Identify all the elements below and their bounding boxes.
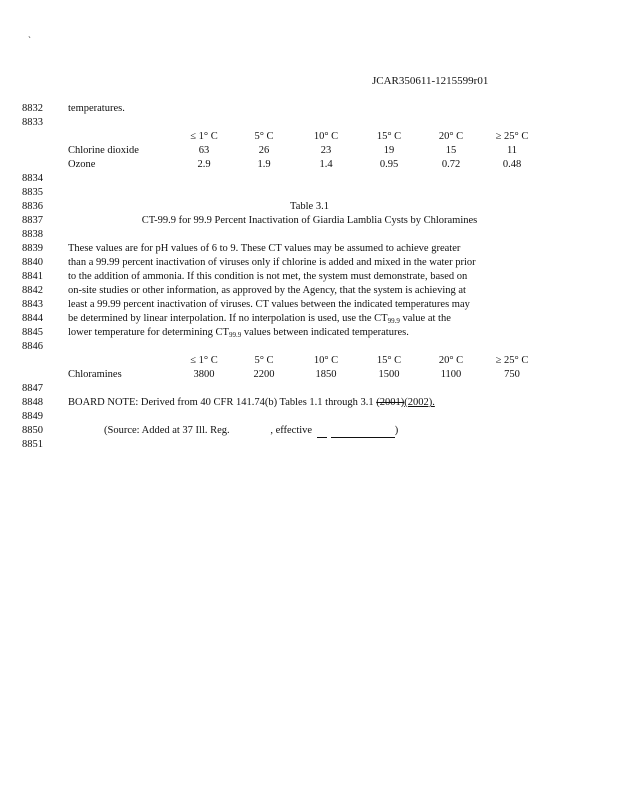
column-header: 20° C bbox=[438, 131, 464, 142]
document-id: JCAR350611-1215599r01 bbox=[372, 75, 489, 87]
subscript: 99.9 bbox=[228, 331, 242, 339]
column-header: 5° C bbox=[254, 355, 274, 366]
line-number: 8842 bbox=[22, 285, 43, 296]
column-header: 15° C bbox=[376, 131, 402, 142]
table-cell: 1850 bbox=[315, 369, 337, 380]
source-line bbox=[104, 424, 398, 438]
table-cell: 1.4 bbox=[319, 159, 333, 170]
top-text: temperatures. bbox=[68, 103, 125, 114]
line-number: 8851 bbox=[22, 439, 43, 450]
line-number: 8848 bbox=[22, 397, 43, 408]
line-number: 8834 bbox=[22, 173, 43, 184]
paragraph-line bbox=[68, 312, 451, 325]
source-text: , effective bbox=[270, 425, 315, 436]
table-cell: 2200 bbox=[253, 369, 275, 380]
column-header: 15° C bbox=[376, 355, 402, 366]
subscript: 99.9 bbox=[387, 317, 400, 325]
line-number: 8846 bbox=[22, 341, 43, 352]
line-number: 8835 bbox=[22, 187, 43, 198]
table-cell: 1100 bbox=[440, 369, 462, 380]
table-cell: 0.95 bbox=[379, 159, 399, 170]
line-number: 8832 bbox=[22, 103, 43, 114]
line-number: 8844 bbox=[22, 313, 43, 324]
line-number: 8843 bbox=[22, 299, 43, 310]
struck-text: (2001) bbox=[376, 397, 405, 408]
column-header: ≥ 25° C bbox=[495, 355, 529, 366]
row-label: Chloramines bbox=[68, 369, 122, 380]
column-header: 10° C bbox=[313, 355, 339, 366]
corner-mark: ` bbox=[28, 35, 31, 45]
source-text: (Source: Added at 37 Ill. Reg. bbox=[104, 425, 233, 436]
line-number: 8841 bbox=[22, 271, 43, 282]
line-number: 8847 bbox=[22, 383, 43, 394]
table-cell: 63 bbox=[198, 145, 210, 156]
table-cell: 15 bbox=[445, 145, 457, 156]
table-cell: 11 bbox=[506, 145, 518, 156]
table-cell: 26 bbox=[258, 145, 270, 156]
line-number: 8845 bbox=[22, 327, 43, 338]
paragraph-text: be determined by linear interpolation. If no interpolation is used, use the CT bbox=[68, 313, 388, 324]
paragraph-line: on-site studies or other information, as approved by the Agency, that the system is achieving at bbox=[68, 285, 466, 296]
row-label: Ozone bbox=[68, 159, 96, 170]
paragraph-text: values between indicated temperatures. bbox=[241, 327, 409, 338]
table-cell: 1.9 bbox=[257, 159, 271, 170]
column-header: 5° C bbox=[254, 131, 274, 142]
paragraph-line bbox=[68, 326, 409, 339]
column-header: 10° C bbox=[313, 131, 339, 142]
line-number: 8850 bbox=[22, 425, 43, 436]
column-header: ≥ 25° C bbox=[495, 131, 529, 142]
paragraph-line: than a 99.99 percent inactivation of viruses only if chlorine is added and mixed in the water prior bbox=[68, 257, 476, 268]
line-number: 8836 bbox=[22, 201, 43, 212]
source-text: ) bbox=[394, 425, 399, 436]
line-number: 8839 bbox=[22, 243, 43, 254]
line-number: 8849 bbox=[22, 411, 43, 422]
row-label: Chlorine dioxide bbox=[68, 145, 139, 156]
line-number: 8833 bbox=[22, 117, 43, 128]
inserted-text: (2002). bbox=[404, 397, 435, 408]
paragraph-line: These values are for pH values of 6 to 9. These CT values may be assumed to achieve greater bbox=[68, 243, 461, 254]
paragraph-text: value at the bbox=[399, 313, 451, 324]
line-number: 8838 bbox=[22, 229, 43, 240]
line-number: 8837 bbox=[22, 215, 43, 226]
paragraph-text: lower temperature for determining CT bbox=[68, 327, 229, 338]
table-cell: 19 bbox=[383, 145, 395, 156]
table-number: Table 3.1 bbox=[290, 201, 329, 212]
table-cell: 1500 bbox=[378, 369, 400, 380]
paragraph-line: to the addition of ammonia. If this condition is not met, the system must demonstrate, based on bbox=[68, 271, 468, 282]
board-note-text: BOARD NOTE: Derived from 40 CFR 141.74(b) Tables 1.1 through 3.1 bbox=[68, 397, 377, 408]
board-note bbox=[68, 396, 435, 409]
blank-underline bbox=[317, 424, 327, 438]
table-cell: 3800 bbox=[193, 369, 215, 380]
table-cell: 0.48 bbox=[502, 159, 522, 170]
table-cell: 2.9 bbox=[197, 159, 211, 170]
column-header: ≤ 1° C bbox=[190, 131, 218, 142]
table-cell: 23 bbox=[320, 145, 332, 156]
line-number: 8840 bbox=[22, 257, 43, 268]
table-title: CT-99.9 for 99.9 Percent Inactivation of Giardia Lamblia Cysts by Chloramines bbox=[141, 215, 478, 226]
table-cell: 750 bbox=[504, 369, 520, 380]
column-header: ≤ 1° C bbox=[190, 355, 218, 366]
table-cell: 0.72 bbox=[441, 159, 461, 170]
paragraph-line: least a 99.99 percent inactivation of viruses. CT values between the indicated temperatures may bbox=[68, 299, 470, 310]
column-header: 20° C bbox=[438, 355, 464, 366]
blank-underline bbox=[331, 424, 395, 438]
